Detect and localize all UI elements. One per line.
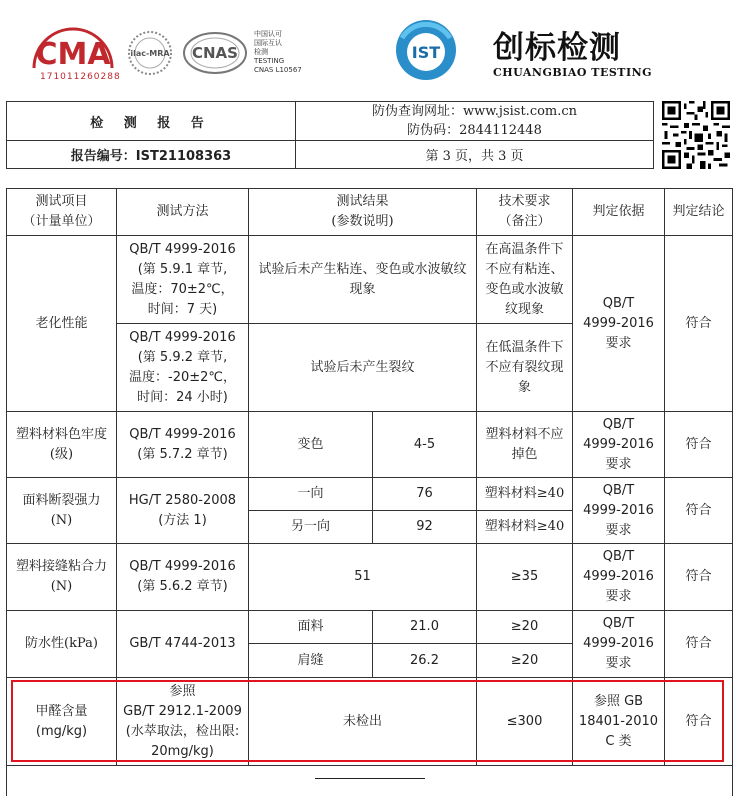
waterproof-value-1: 21.0: [373, 611, 477, 644]
cnas-logo: [182, 30, 248, 76]
aging-basis: QB/T 4999-2016 要求: [573, 236, 665, 412]
tear-strength-value-2: 92: [373, 511, 477, 544]
seam-adhesion-value: 51: [249, 544, 477, 611]
brand-name-cn: 创标检测: [493, 30, 621, 66]
aging-method-2: QB/T 4999-2016 (第 5.9.2 章节, 温度：-20±2℃， 时间：24 小时): [117, 324, 249, 412]
waterproof-param-1: 面料: [249, 611, 373, 644]
tear-strength-item: 面料断裂强力 (N): [7, 478, 117, 544]
table-header-row: [7, 189, 733, 236]
table-end-row: [7, 766, 733, 796]
color-fastness-basis: QB/T 4999-2016 要求: [573, 412, 665, 478]
waterproof-basis: QB/T 4999-2016 要求: [573, 611, 665, 678]
header-requirement: 技术要求 （备注）: [477, 189, 573, 236]
seam-adhesion-conclusion: 符合: [665, 544, 733, 611]
svg-text:CMA: CMA: [35, 37, 111, 72]
aging-result-2: 试验后未产生裂纹: [249, 324, 477, 412]
table-row: [7, 478, 733, 511]
table-row: [7, 611, 733, 644]
end-of-report-line: [315, 778, 425, 779]
highlight-box: [11, 680, 724, 762]
report-title: 检 测 报 告: [7, 102, 296, 141]
color-fastness-param: 变色: [249, 412, 373, 478]
table-row: [7, 412, 733, 478]
tear-strength-req-1: 塑料材料≥40: [477, 478, 573, 511]
header-item: 测试项目 （计量单位）: [7, 189, 117, 236]
cma-number: 171011260288: [40, 72, 121, 82]
tear-strength-param-1: 一向: [249, 478, 373, 511]
waterproof-req-2: ≥20: [477, 644, 573, 678]
table-row: [7, 236, 733, 324]
verify-site[interactable]: 防伪查询网址：www.jsist.com.cn: [371, 104, 578, 119]
waterproof-conclusion: 符合: [665, 611, 733, 678]
seam-adhesion-item: 塑料接缝粘合力 (N): [7, 544, 117, 611]
formaldehyde-method: 参照 GB/T 2912.1-2009 (水萃取法，检出限: 20mg/kg): [117, 678, 249, 766]
ilac-mra-logo: [124, 30, 176, 76]
aging-conclusion: 符合: [665, 236, 733, 412]
formaldehyde-req: ≤300: [477, 678, 573, 766]
brand-name-en: CHUANGBIAO TESTING: [493, 66, 653, 79]
formaldehyde-conclusion: 符合: [665, 678, 733, 766]
formaldehyde-result: 未检出: [249, 678, 477, 766]
report-number: 报告编号：IST21108363: [7, 141, 296, 169]
aging-item: 老化性能: [7, 236, 117, 412]
color-fastness-item: 塑料材料色牢度 (级): [7, 412, 117, 478]
header-conclusion: 判定结论: [665, 189, 733, 236]
color-fastness-req: 塑料材料不应 掉色: [477, 412, 573, 478]
qr-code-icon[interactable]: [662, 101, 730, 169]
tear-strength-basis: QB/T 4999-2016 要求: [573, 478, 665, 544]
table-row: [7, 544, 733, 611]
color-fastness-method: QB/T 4999-2016 (第 5.7.2 章节): [117, 412, 249, 478]
formaldehyde-item: 甲醛含量 (mg/kg): [7, 678, 117, 766]
color-fastness-conclusion: 符合: [665, 412, 733, 478]
header-result: 测试结果 (参数说明): [249, 189, 477, 236]
formaldehyde-basis: 参照 GB 18401-2010 C 类: [573, 678, 665, 766]
header-method: 测试方法: [117, 189, 249, 236]
aging-req-2: 在低温条件下 不应有裂纹现 象: [477, 324, 573, 412]
waterproof-method: GB/T 4744-2013: [117, 611, 249, 678]
waterproof-req-1: ≥20: [477, 611, 573, 644]
tear-strength-method: HG/T 2580-2008 (方法 1): [117, 478, 249, 544]
tear-strength-conclusion: 符合: [665, 478, 733, 544]
seam-adhesion-basis: QB/T 4999-2016 要求: [573, 544, 665, 611]
waterproof-param-2: 肩缝: [249, 644, 373, 678]
ist-logo: [394, 18, 458, 82]
cnas-caption: 中国认可 国际互认 检测 TESTING CNAS L10567: [254, 30, 302, 74]
waterproof-value-2: 26.2: [373, 644, 477, 678]
color-fastness-value: 4-5: [373, 412, 477, 478]
aging-result-1: 试验后未产生粘连、变色或水波敏纹 现象: [249, 236, 477, 324]
page-info: 第 3 页，共 3 页: [296, 141, 654, 169]
report-header-box: [6, 101, 654, 169]
anti-fake-code: 防伪码：2844112448: [407, 123, 542, 138]
tear-strength-value-1: 76: [373, 478, 477, 511]
svg-text:ilac-MRA: ilac-MRA: [130, 49, 170, 58]
tear-strength-param-2: 另一向: [249, 511, 373, 544]
seam-adhesion-method: QB/T 4999-2016 (第 5.6.2 章节): [117, 544, 249, 611]
seam-adhesion-req: ≥35: [477, 544, 573, 611]
header-basis: 判定依据: [573, 189, 665, 236]
svg-text:CNAS: CNAS: [192, 44, 238, 62]
svg-text:IST: IST: [411, 43, 441, 62]
tear-strength-req-2: 塑料材料≥40: [477, 511, 573, 544]
aging-req-1: 在高温条件下 不应有粘连、 变色或水波敏 纹现象: [477, 236, 573, 324]
waterproof-item: 防水性(kPa): [7, 611, 117, 678]
aging-method-1: QB/T 4999-2016 (第 5.9.1 章节, 温度：70±2℃， 时间：7 天): [117, 236, 249, 324]
